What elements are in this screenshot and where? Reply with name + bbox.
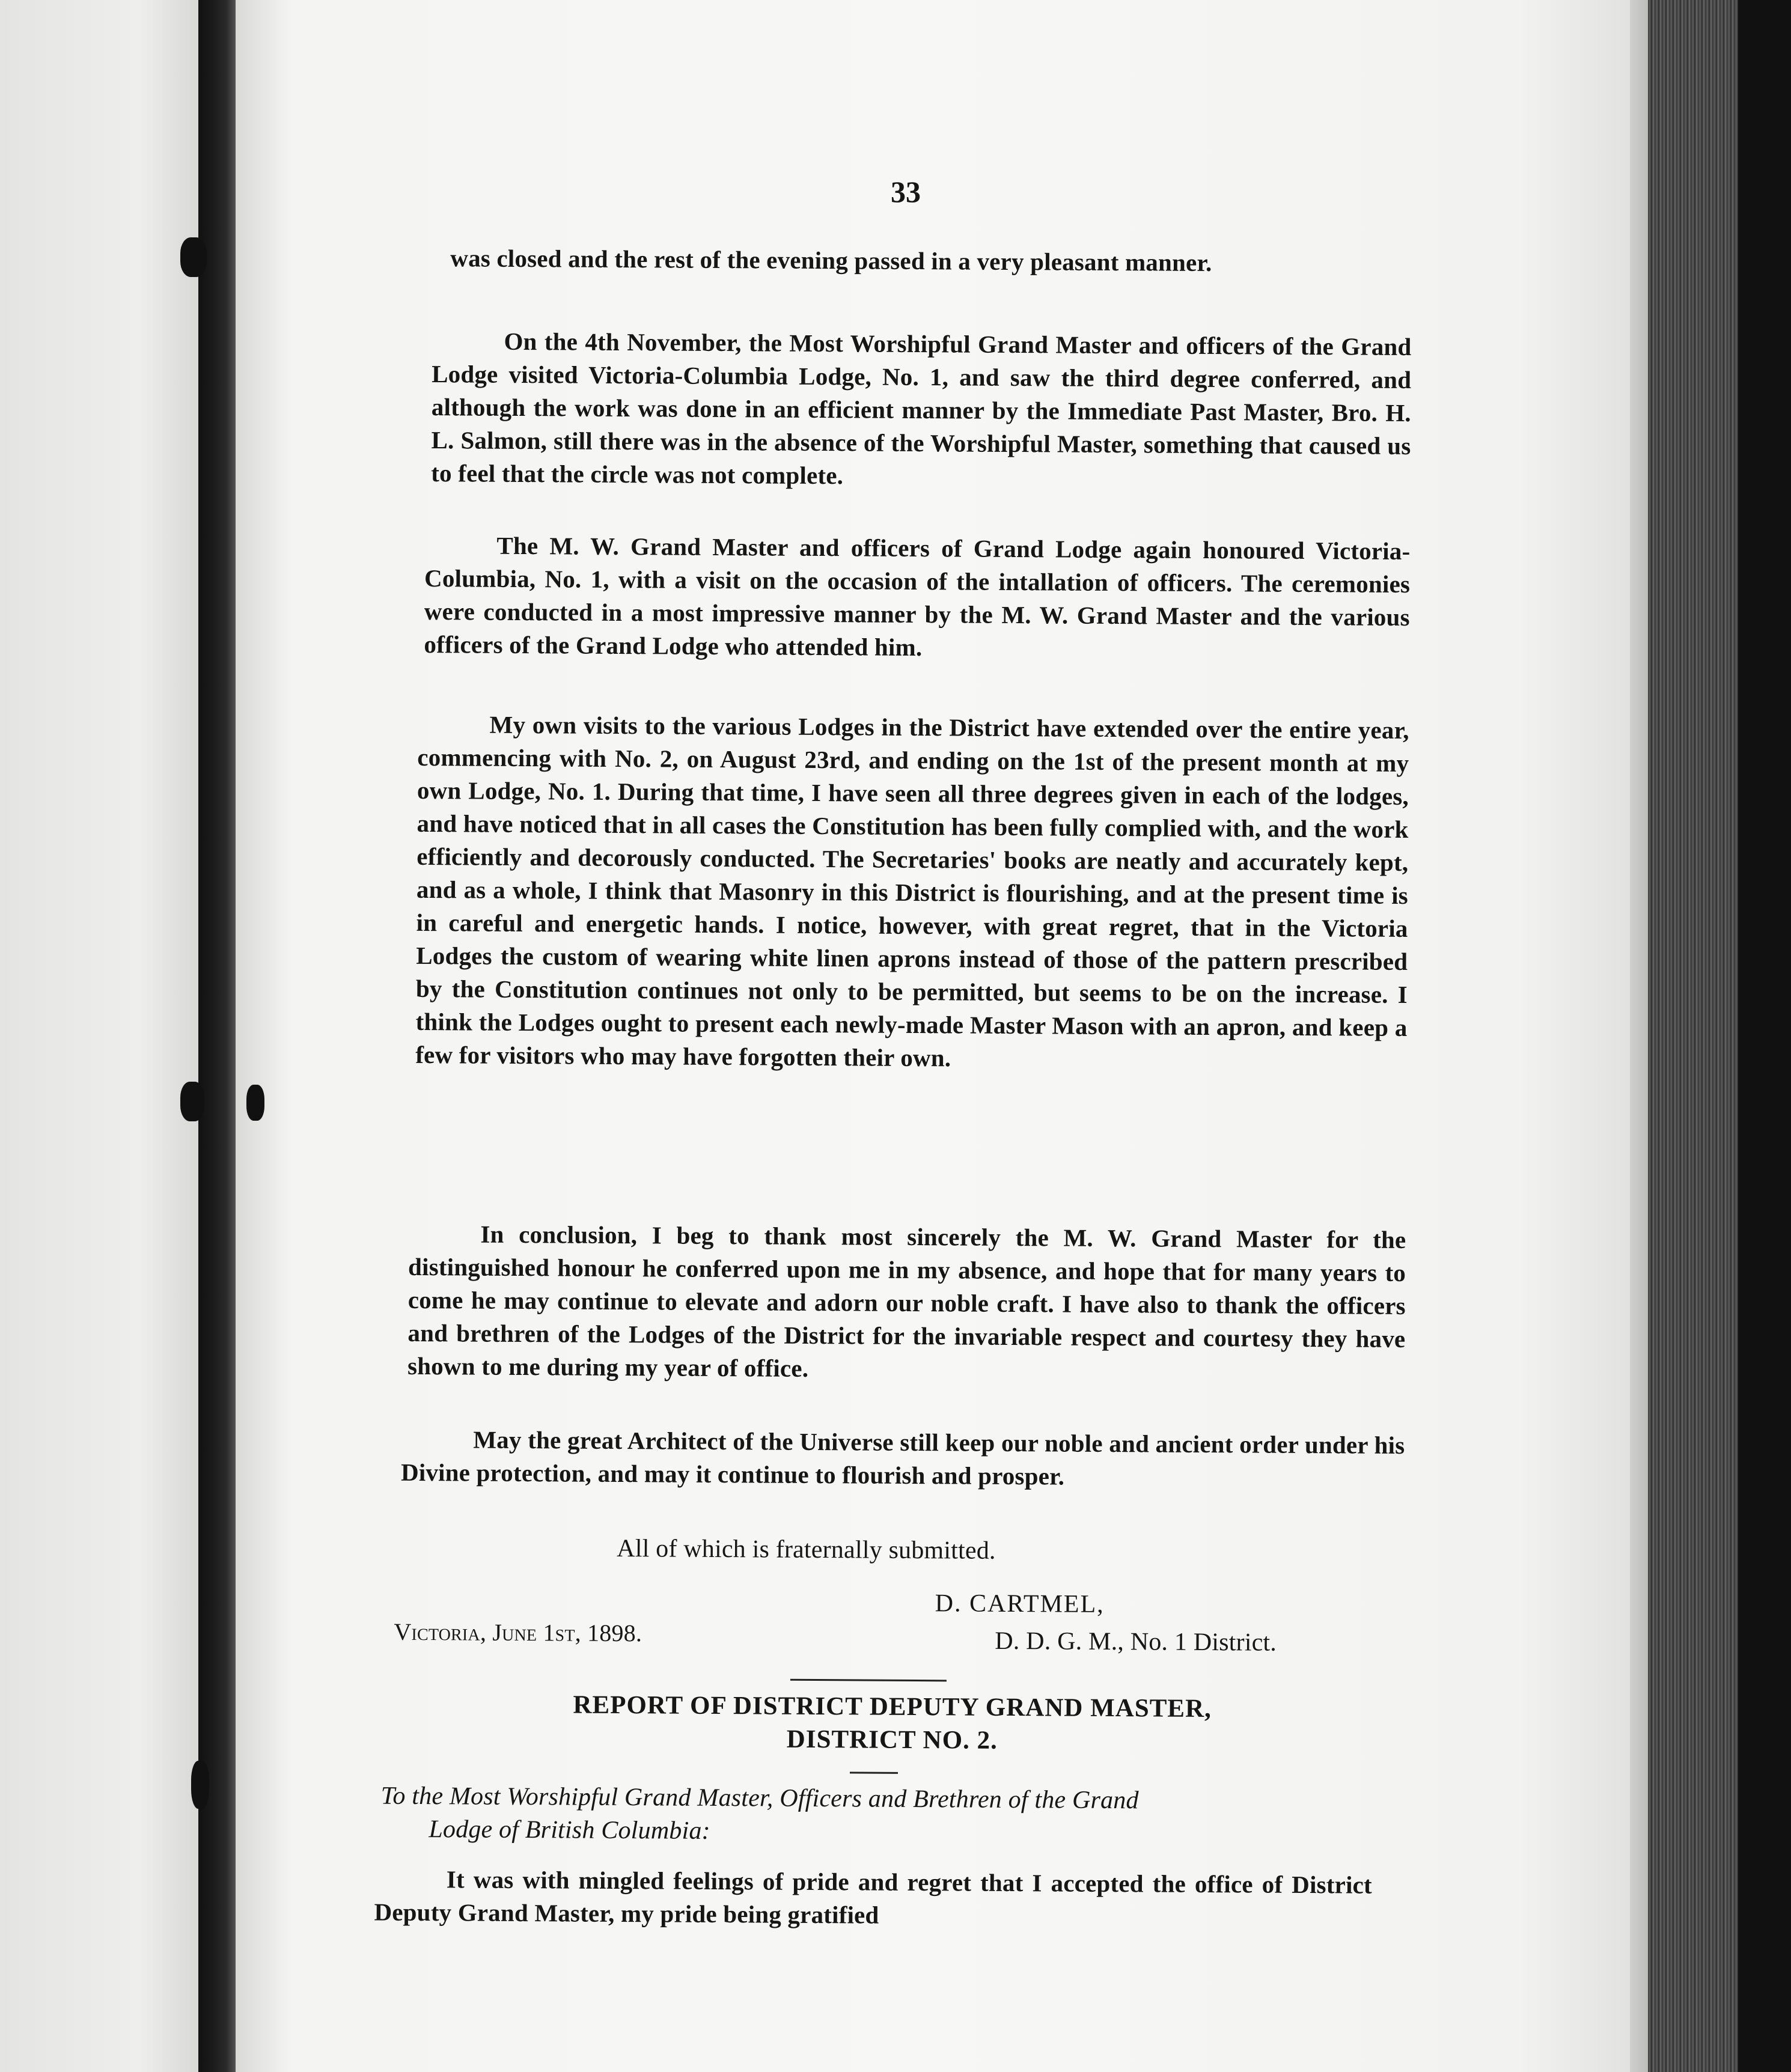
paragraph-2: On the 4th November, the Most Worshipful Grand Master and officers of the Grand Lodge visited Victoria-Columbia Lodge, No. 1, and saw the third degree conferred, and although the work was done in an efficient manner by the Immediate Past Master, Bro. H. L. Salmon, still there was in the absence of the Worshipful Master, something that caused us to feel that the circle was not complete. [431,327,1412,490]
report-heading-line-1: REPORT OF DISTRICT DEPUTY GRAND MASTER, [573,1690,1212,1723]
ink-smudge [180,1082,204,1121]
left-facing-page [0,0,198,2072]
page-stack-edge [1648,0,1738,2072]
salutation-line-2: Lodge of British Columbia: [429,1815,710,1845]
paragraph-3: The M. W. Grand Master and officers of Grand Lodge again honoured Victoria-Columbia, No. 1, with a visit on the occasion of the intallation of officers. The ceremonies were conducted in a most impressive manner by the M. W. Grand Master and the various officers of the Grand Lodge who attended him. [424,531,1411,662]
salutation-line-1: To the Most Worshipful Grand Master, Officers and Brethren of the Grand [380,1782,1139,1815]
salutation [380,1780,1355,1852]
paragraph-5: In conclusion, I beg to thank most sincerely the M. W. Grand Master for the distinguished honour he conferred upon me in my absence, and hope that for many years to come he may continue to elevate and adorn our noble craft. I have also to thank the officers and brethren of the Lodges of the District for the invariable respect and courtesy they have shown to me during my year of office. [407,1220,1406,1382]
signature-name: D. CARTMEL, [935,1589,1105,1618]
heading-underline [850,1772,898,1773]
paragraph-7: It was with mingled feelings of pride and regret that I accepted the office of District Deputy Grand Master, my pride being gratified [374,1865,1373,1929]
signature-title: D. D. G. M., No. 1 District. [995,1627,1277,1657]
closing-line: All of which is fraternally submitted. [617,1534,996,1565]
page-number: 33 [891,175,921,209]
paragraph-1: was closed and the rest of the evening passed in a very pleasant manner. [450,244,1212,276]
paragraph-4: My own visits to the various Lodges in the District have extended over the entire year, commencing with No. 2, on August 23rd, and ending on the 1st of the present month at my own Lodge, No. 1. During that time, I have seen all three degrees given in each of the lodges, and have noticed that in all cases the Constitution has been fully complied with, and the work efficiently and decorously conducted. The Secretaries' books are neatly and accurately kept, and as a whole, I think that Masonry in this District is flourishing, and at the present time is in careful and energetic hands. I notice, however, with great regret, that in the Victoria Lodges the custom of wearing white linen aprons instead of those of the pattern prescribed by the Constitution continues not only to be permitted, but seems to be on the increase. I think the Lodges ought to present each newly-made Master Mason with an apron, and keep a few for visitors who may have forgotten their own. [415,710,1409,1072]
ink-smudge [246,1085,264,1121]
paragraph-6: May the great Architect of the Universe still keep our noble and ancient order under his Divine protection, and may it continue to flourish and prosper. [400,1425,1405,1490]
report-heading-line-2: DISTRICT NO. 2. [786,1725,998,1755]
ink-smudge [191,1761,209,1809]
scan-border [1738,0,1791,2072]
ink-smudge [180,237,207,277]
page-edge [1630,0,1648,2072]
report-heading [471,1687,1313,1759]
signature-place-date: Victoria, June 1st, 1898. [394,1618,642,1647]
